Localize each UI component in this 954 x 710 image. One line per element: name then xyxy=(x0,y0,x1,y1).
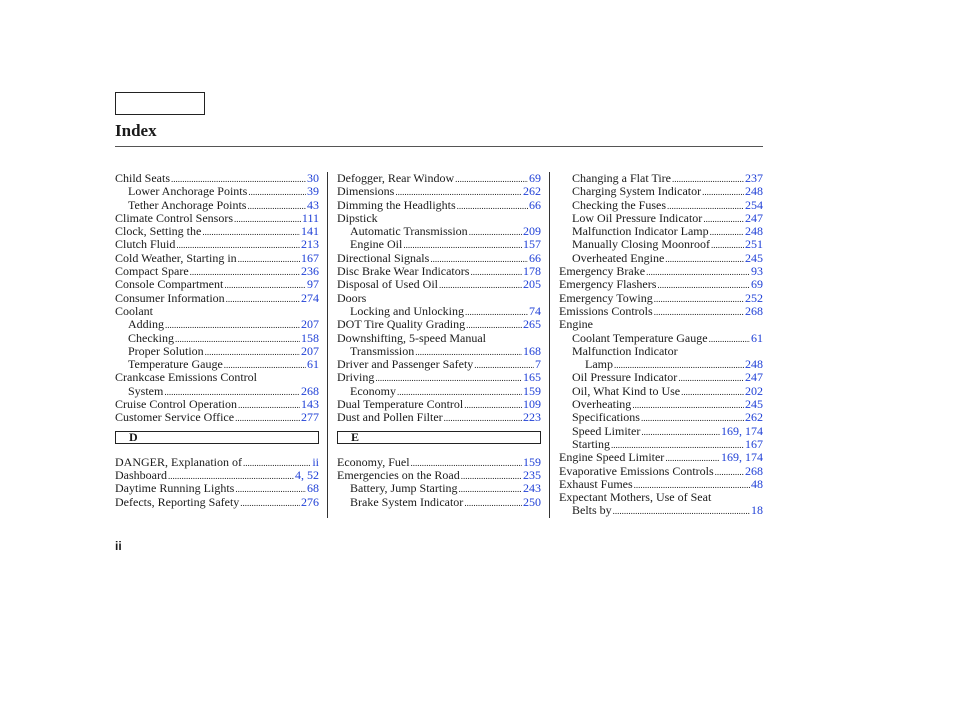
page-link[interactable]: 61 xyxy=(751,330,763,345)
entry-term: Doors xyxy=(337,290,367,305)
entry-term: Expectant Mothers, Use of Seat xyxy=(559,490,712,505)
index-entry xyxy=(115,172,319,185)
index-entry xyxy=(115,332,319,345)
index-entry xyxy=(559,172,763,185)
entry-term: Driving xyxy=(337,370,375,385)
page-link[interactable]: 248 xyxy=(745,184,763,199)
page-link[interactable]: 61 xyxy=(307,357,319,372)
dot-leader xyxy=(415,345,522,358)
page-link[interactable]: 252 xyxy=(745,290,763,305)
entry-term: Driver and Passenger Safety xyxy=(337,357,474,372)
entry-list xyxy=(115,456,319,509)
page-link[interactable]: 247 xyxy=(745,370,763,385)
dot-leader xyxy=(711,238,744,251)
dot-leader xyxy=(224,278,306,291)
dot-leader xyxy=(175,332,300,345)
entry-term: Engine Oil xyxy=(350,237,403,252)
entry-term: Specifications xyxy=(572,410,640,425)
page-title: Index xyxy=(115,121,157,140)
index-entry xyxy=(559,425,763,438)
page-link[interactable]: 250 xyxy=(523,494,541,509)
page-link[interactable]: 213 xyxy=(301,237,319,252)
entry-term: Manually Closing Moonroof xyxy=(572,237,710,252)
entry-term: Emergency Brake xyxy=(559,264,646,279)
page-link[interactable]: 223 xyxy=(523,410,541,425)
index-entry xyxy=(559,278,763,291)
page-link[interactable]: 66 xyxy=(529,250,541,265)
entry-term: Checking xyxy=(128,330,174,345)
entry-list xyxy=(337,456,541,509)
dot-leader xyxy=(641,425,720,438)
page-link[interactable]: 4, 52 xyxy=(295,467,319,482)
dot-leader xyxy=(411,456,522,469)
page-link[interactable]: 202 xyxy=(745,383,763,398)
entry-term: Emergency Towing xyxy=(559,290,653,305)
index-entry xyxy=(559,491,763,504)
index-entry xyxy=(115,252,319,265)
dot-leader xyxy=(632,398,744,411)
index-entry xyxy=(559,252,763,265)
entry-term: Economy, Fuel xyxy=(337,454,410,469)
dot-leader xyxy=(709,332,750,345)
entry-term: Transmission xyxy=(350,343,415,358)
index-entry xyxy=(559,451,763,464)
index-entry xyxy=(337,332,541,345)
dot-leader xyxy=(224,358,306,371)
dot-leader xyxy=(667,199,744,212)
entry-term: System xyxy=(128,383,164,398)
entry-term: Proper Solution xyxy=(128,343,204,358)
index-entry xyxy=(337,318,541,331)
section-tab-box xyxy=(115,92,205,115)
index-entry xyxy=(337,482,541,495)
entry-term: Starting xyxy=(572,436,610,451)
entry-term: Child Seats xyxy=(115,171,171,185)
dot-leader xyxy=(474,358,534,371)
index-entry xyxy=(337,345,541,358)
entry-term: Speed Limiter xyxy=(572,423,641,438)
entry-term: Daytime Running Lights xyxy=(115,481,235,496)
index-entry xyxy=(115,265,319,278)
entry-term: Automatic Transmission xyxy=(350,224,468,239)
entry-term: Defogger, Rear Window xyxy=(337,171,455,185)
page-link[interactable]: 111 xyxy=(301,210,319,225)
index-entry xyxy=(337,172,541,185)
index-entry xyxy=(115,212,319,225)
entry-term: Defects, Reporting Safety xyxy=(115,494,240,509)
entry-term: Locking and Unlocking xyxy=(350,303,464,318)
page-link[interactable]: 254 xyxy=(745,197,763,212)
page-link[interactable]: 209 xyxy=(523,224,541,239)
page-link[interactable]: 97 xyxy=(307,277,319,292)
page-link[interactable]: 268 xyxy=(745,463,763,478)
entry-term: Oil Pressure Indicator xyxy=(572,370,678,385)
page-link[interactable]: 159 xyxy=(523,383,541,398)
index-entry xyxy=(337,225,541,238)
index-entry xyxy=(337,456,541,469)
entry-list xyxy=(115,172,319,425)
dot-leader xyxy=(171,172,306,185)
dot-leader xyxy=(248,185,306,198)
dot-leader xyxy=(235,482,306,495)
index-entry xyxy=(559,398,763,411)
dot-leader xyxy=(678,371,744,384)
dot-leader xyxy=(672,172,744,185)
index-entry xyxy=(115,318,319,331)
page-link[interactable]: 205 xyxy=(523,277,541,292)
dot-leader xyxy=(238,398,300,411)
page-link[interactable]: 268 xyxy=(745,303,763,318)
page-link[interactable]: 245 xyxy=(745,250,763,265)
index-entry xyxy=(559,345,763,358)
index-entry xyxy=(115,185,319,198)
entry-term: Emergencies on the Road xyxy=(337,467,460,482)
index-column-1 xyxy=(115,172,319,509)
index-entry xyxy=(115,469,319,482)
index-entry xyxy=(115,199,319,212)
dot-leader xyxy=(654,292,744,305)
index-entry xyxy=(115,345,319,358)
page-link[interactable]: 18 xyxy=(751,503,763,518)
entry-term: Economy xyxy=(350,383,396,398)
index-entry xyxy=(115,371,319,384)
dot-leader xyxy=(403,238,522,251)
dot-leader xyxy=(164,385,300,398)
index-entry xyxy=(337,385,541,398)
entry-term: Low Oil Pressure Indicator xyxy=(572,210,703,225)
page-link[interactable]: 48 xyxy=(751,476,763,491)
page-link[interactable]: 237 xyxy=(745,171,763,185)
entry-term: Consumer Information xyxy=(115,290,225,305)
index-entry xyxy=(559,478,763,491)
dot-leader xyxy=(657,278,750,291)
page-link[interactable]: 167 xyxy=(301,250,319,265)
dot-leader xyxy=(466,318,522,331)
index-entry xyxy=(559,225,763,238)
dot-leader xyxy=(205,345,300,358)
entry-list xyxy=(337,172,541,425)
index-entry xyxy=(337,199,541,212)
page-link[interactable]: 268 xyxy=(301,383,319,398)
index-entry xyxy=(559,411,763,424)
entry-term: Disc Brake Wear Indicators xyxy=(337,264,470,279)
dot-leader xyxy=(190,265,300,278)
dot-leader xyxy=(243,456,311,469)
index-column-3 xyxy=(559,172,763,518)
entry-term: Dimensions xyxy=(337,184,395,199)
entry-term: Climate Control Sensors xyxy=(115,210,233,225)
index-entry xyxy=(115,278,319,291)
page-link[interactable]: 74 xyxy=(529,303,541,318)
page-link[interactable]: 236 xyxy=(301,264,319,279)
dot-leader xyxy=(470,265,522,278)
dot-leader xyxy=(395,185,522,198)
entry-term: DANGER, Explanation of xyxy=(115,454,242,469)
page-link[interactable]: 93 xyxy=(751,264,763,279)
entry-term: Overheated Engine xyxy=(572,250,665,265)
dot-leader xyxy=(457,199,528,212)
index-entry xyxy=(115,398,319,411)
dot-leader xyxy=(611,438,744,451)
page-link[interactable]: 248 xyxy=(745,357,763,372)
page-link[interactable]: 143 xyxy=(301,397,319,412)
page-link[interactable]: 207 xyxy=(301,317,319,332)
index-entry xyxy=(337,469,541,482)
index-entry xyxy=(115,385,319,398)
dot-leader xyxy=(464,496,522,509)
page-link[interactable]: 165 xyxy=(523,370,541,385)
index-entry xyxy=(559,199,763,212)
entry-term: Crankcase Emissions Control xyxy=(115,370,257,385)
index-entry xyxy=(559,212,763,225)
page-link[interactable]: 178 xyxy=(523,264,541,279)
dot-leader xyxy=(681,385,744,398)
dot-leader xyxy=(226,292,300,305)
dot-leader xyxy=(465,305,528,318)
entry-term: Dipstick xyxy=(337,210,378,225)
page-link[interactable]: 159 xyxy=(523,454,541,469)
entry-term: Brake System Indicator xyxy=(350,494,464,509)
page-link[interactable]: 169, 174 xyxy=(721,423,763,438)
page-link[interactable]: 235 xyxy=(523,467,541,482)
entry-term: Engine Speed Limiter xyxy=(559,450,665,465)
dot-leader xyxy=(397,385,522,398)
dot-leader xyxy=(703,212,744,225)
page-link[interactable]: 141 xyxy=(301,224,319,239)
index-entry xyxy=(115,411,319,424)
entry-term: Console Compartment xyxy=(115,277,224,292)
index-entry xyxy=(115,292,319,305)
index-entry xyxy=(559,318,763,331)
page-link[interactable]: 167 xyxy=(745,436,763,451)
dot-leader xyxy=(710,225,744,238)
entry-term: Dual Temperature Control xyxy=(337,397,464,412)
index-entry xyxy=(337,496,541,509)
page-link[interactable]: 207 xyxy=(301,343,319,358)
entry-term: Coolant xyxy=(115,303,153,318)
dot-leader xyxy=(176,238,300,251)
entry-term: Compact Spare xyxy=(115,264,189,279)
page-link[interactable]: ii xyxy=(312,454,319,469)
index-entry xyxy=(337,398,541,411)
page-link[interactable]: 68 xyxy=(307,481,319,496)
index-entry xyxy=(115,456,319,469)
entry-term: Adding xyxy=(128,317,164,332)
index-entry xyxy=(559,292,763,305)
dot-leader xyxy=(641,411,744,424)
index-entry xyxy=(337,252,541,265)
index-entry xyxy=(115,238,319,251)
dot-leader xyxy=(665,252,744,265)
dot-leader xyxy=(461,469,522,482)
index-entry xyxy=(115,305,319,318)
page-link[interactable]: 251 xyxy=(745,237,763,252)
page-number: ii xyxy=(115,539,122,553)
dot-leader xyxy=(469,225,522,238)
page-link[interactable]: 39 xyxy=(307,184,319,199)
entry-list xyxy=(559,172,763,518)
entry-term: Disposal of Used Oil xyxy=(337,277,438,292)
dot-leader xyxy=(247,199,306,212)
dot-leader xyxy=(240,496,300,509)
dot-leader xyxy=(202,225,300,238)
page-link[interactable]: 245 xyxy=(745,397,763,412)
index-entry xyxy=(337,305,541,318)
index-entry xyxy=(115,358,319,371)
entry-term: Emergency Flashers xyxy=(559,277,657,292)
entry-term: Evaporative Emissions Controls xyxy=(559,463,714,478)
entry-term: Malfunction Indicator xyxy=(572,343,678,358)
dot-leader xyxy=(165,318,300,331)
index-entry xyxy=(337,265,541,278)
entry-term: Lower Anchorage Points xyxy=(128,184,248,199)
dot-leader xyxy=(459,482,522,495)
entry-term: Customer Service Office xyxy=(115,410,235,425)
entry-term: Clutch Fluid xyxy=(115,237,176,252)
page-link[interactable]: 277 xyxy=(301,410,319,425)
dot-leader xyxy=(168,469,294,482)
dot-leader xyxy=(439,278,522,291)
entry-term: Dashboard xyxy=(115,467,167,482)
dot-leader xyxy=(234,212,301,225)
index-entry xyxy=(337,292,541,305)
entry-term: Changing a Flat Tire xyxy=(572,171,672,185)
page-link[interactable]: 265 xyxy=(523,317,541,332)
index-entry xyxy=(559,465,763,478)
entry-term: Emissions Controls xyxy=(559,303,653,318)
page-link[interactable]: 243 xyxy=(523,481,541,496)
page-link[interactable]: 69 xyxy=(529,171,541,185)
page-link[interactable]: 43 xyxy=(307,197,319,212)
dot-leader xyxy=(646,265,750,278)
index-entry xyxy=(337,278,541,291)
column-divider xyxy=(327,172,328,518)
dot-leader xyxy=(375,371,522,384)
dot-leader xyxy=(464,398,522,411)
index-entry xyxy=(115,225,319,238)
page-link[interactable]: 168 xyxy=(523,343,541,358)
entry-term: Battery, Jump Starting xyxy=(350,481,458,496)
page-link[interactable]: 7 xyxy=(535,357,541,372)
dot-leader xyxy=(634,478,750,491)
entry-term: Malfunction Indicator Lamp xyxy=(572,224,709,239)
entry-term: Directional Signals xyxy=(337,250,430,265)
entry-term: Coolant Temperature Gauge xyxy=(572,330,708,345)
page-link[interactable]: 276 xyxy=(301,494,319,509)
index-entry xyxy=(337,212,541,225)
index-column-2 xyxy=(337,172,541,509)
page-link[interactable]: 262 xyxy=(523,184,541,199)
index-entry xyxy=(337,238,541,251)
index-entry xyxy=(559,438,763,451)
entry-term: Clock, Setting the xyxy=(115,224,202,239)
dot-leader xyxy=(238,252,300,265)
index-entry xyxy=(115,482,319,495)
page-link[interactable]: 262 xyxy=(745,410,763,425)
dot-leader xyxy=(430,252,528,265)
letter-header-d: D xyxy=(115,431,319,444)
page-link[interactable]: 109 xyxy=(523,397,541,412)
page-link[interactable]: 247 xyxy=(745,210,763,225)
page-link[interactable]: 158 xyxy=(301,330,319,345)
index-entry xyxy=(115,496,319,509)
entry-term: Belts by xyxy=(572,503,612,518)
entry-term: Temperature Gauge xyxy=(128,357,223,372)
dot-leader xyxy=(614,358,744,371)
entry-term: Downshifting, 5-speed Manual xyxy=(337,330,486,345)
entry-term: DOT Tire Quality Grading xyxy=(337,317,466,332)
index-entry xyxy=(559,358,763,371)
entry-term: Engine xyxy=(559,317,593,332)
entry-term: Lamp xyxy=(585,357,613,372)
dot-leader xyxy=(613,504,750,517)
entry-term: Cold Weather, Starting in xyxy=(115,250,237,265)
title-rule xyxy=(115,146,763,147)
dot-leader xyxy=(702,185,744,198)
entry-term: Checking the Fuses xyxy=(572,197,666,212)
entry-term: Exhaust Fumes xyxy=(559,476,633,491)
letter-header-e: E xyxy=(337,431,541,444)
page-link[interactable]: 248 xyxy=(745,224,763,239)
index-entry xyxy=(559,504,763,517)
page-link[interactable]: 274 xyxy=(301,290,319,305)
entry-term: Charging System Indicator xyxy=(572,184,702,199)
index-entry xyxy=(559,385,763,398)
dot-leader xyxy=(654,305,744,318)
dot-leader xyxy=(235,411,300,424)
page-link[interactable]: 157 xyxy=(523,237,541,252)
entry-term: Dimming the Headlights xyxy=(337,197,456,212)
dot-leader xyxy=(455,172,528,185)
entry-term: Tether Anchorage Points xyxy=(128,197,247,212)
dot-leader xyxy=(715,465,744,478)
index-entry xyxy=(559,371,763,384)
index-entry xyxy=(559,185,763,198)
entry-term: Cruise Control Operation xyxy=(115,397,237,412)
dot-leader xyxy=(665,451,720,464)
index-entry xyxy=(559,265,763,278)
entry-term: Oil, What Kind to Use xyxy=(572,383,681,398)
dot-leader xyxy=(444,411,522,424)
index-entry xyxy=(559,332,763,345)
column-divider xyxy=(549,172,550,518)
page-link[interactable]: 69 xyxy=(751,277,763,292)
page-link[interactable]: 66 xyxy=(529,197,541,212)
page-link[interactable]: 30 xyxy=(307,171,319,185)
index-entry xyxy=(337,371,541,384)
index-entry xyxy=(337,185,541,198)
index-entry xyxy=(337,411,541,424)
entry-term: Overheating xyxy=(572,397,632,412)
page-link[interactable]: 169, 174 xyxy=(721,450,763,465)
index-entry xyxy=(559,305,763,318)
entry-term: Dust and Pollen Filter xyxy=(337,410,443,425)
index-entry xyxy=(559,238,763,251)
index-entry xyxy=(337,358,541,371)
